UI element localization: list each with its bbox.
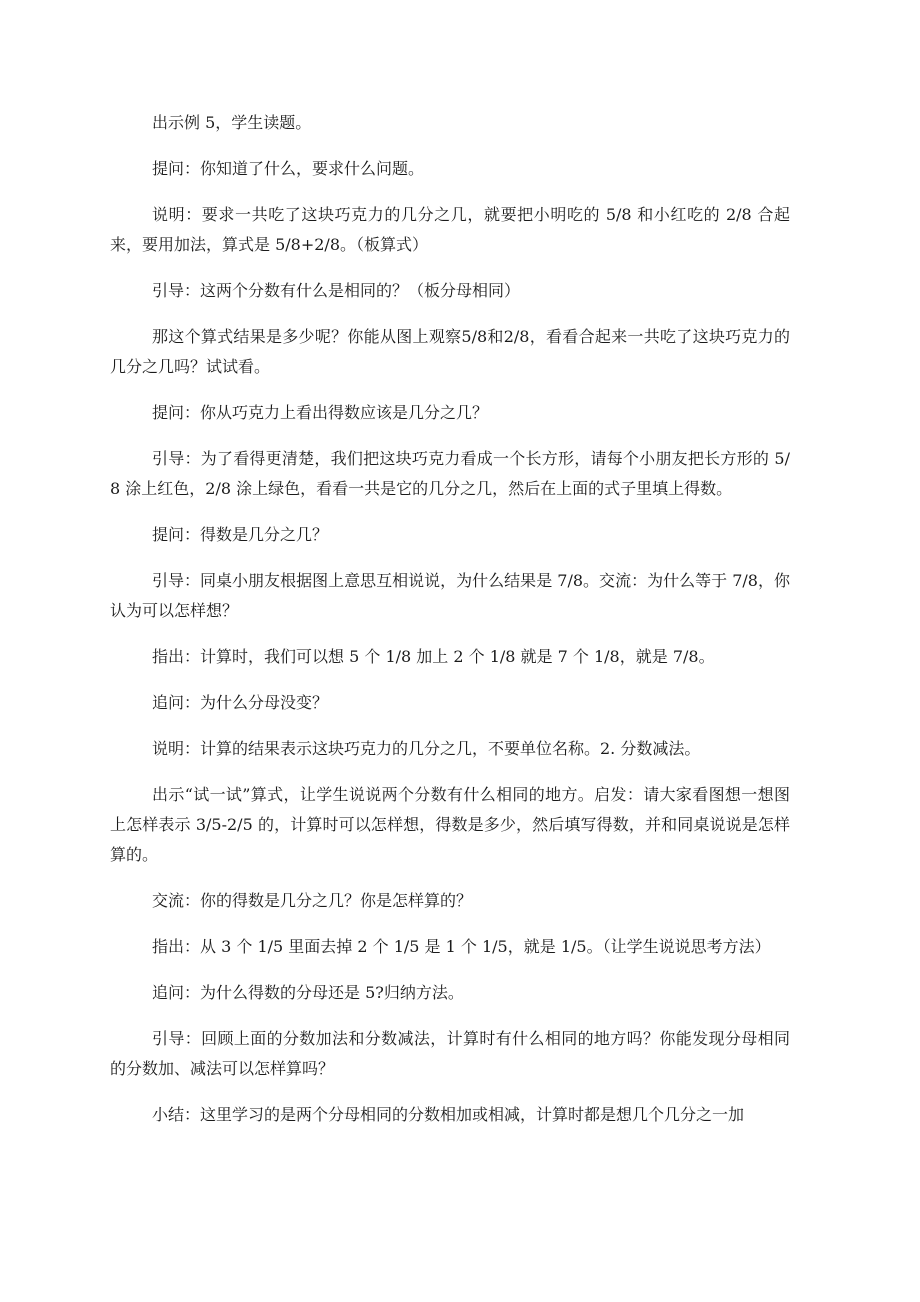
paragraph: 追问：为什么得数的分母还是 5?归纳方法。 — [152, 983, 464, 1002]
paragraph: 提问：你知道了什么，要求什么问题。 — [152, 159, 425, 178]
paragraph: 追问：为什么分母没变？ — [152, 693, 329, 712]
paragraph: 说明：要求一共吃了这块巧克力的几分之几，就要把小明吃的 5/8 和小红吃的 2/8 合起来，要用加法，算式是 5/8+2/8。（板算式） — [110, 205, 790, 254]
paragraph: 引导：回顾上面的分数加法和分数减法，计算时有什么相同的地方吗？你能发现分母相同的分数加、减法可以怎样算吗？ — [110, 1029, 790, 1078]
document-body — [110, 108, 790, 1146]
paragraph: 引导：同桌小朋友根据图上意思互相说说，为什么结果是 7/8。交流：为什么等于 7/8，你认为可以怎样想？ — [110, 571, 790, 620]
paragraph: 交流：你的得数是几分之几？你是怎样算的？ — [152, 891, 473, 910]
paragraph: 出示“试一试”算式，让学生说说两个分数有什么相同的地方。启发：请大家看图想一想图上怎样表示 3/5-2/5 的，计算时可以怎样想，得数是多少，然后填写得数，并和同桌说说是怎样算的。 — [110, 785, 790, 864]
paragraph: 那这个算式结果是多少呢？你能从图上观察5/8和2/8，看看合起来一共吃了这块巧克力的几分之几吗？试试看。 — [110, 327, 790, 376]
paragraph: 引导：这两个分数有什么是相同的？（板分母相同） — [152, 281, 521, 300]
paragraph: 小结：这里学习的是两个分母相同的分数相加或相减，计算时都是想几个几分之一加 — [152, 1105, 745, 1124]
paragraph: 提问：得数是几分之几？ — [152, 525, 329, 544]
paragraph: 指出：计算时，我们可以想 5 个 1/8 加上 2 个 1/8 就是 7 个 1/8，就是 7/8。 — [152, 647, 715, 666]
paragraph: 引导：为了看得更清楚，我们把这块巧克力看成一个长方形，请每个小朋友把长方形的 5/8 涂上红色，2/8 涂上绿色，看看一共是它的几分之几，然后在上面的式子里填上得数。 — [110, 449, 790, 498]
paragraph: 出示例 5，学生读题。 — [152, 113, 312, 132]
paragraph: 指出：从 3 个 1/5 里面去掉 2 个 1/5 是 1 个 1/5，就是 1/5。（让学生说说思考方法） — [152, 937, 771, 956]
paragraph: 说明：计算的结果表示这块巧克力的几分之几，不要单位名称。2. 分数减法。 — [152, 739, 701, 758]
paragraph: 提问：你从巧克力上看出得数应该是几分之几？ — [152, 403, 489, 422]
